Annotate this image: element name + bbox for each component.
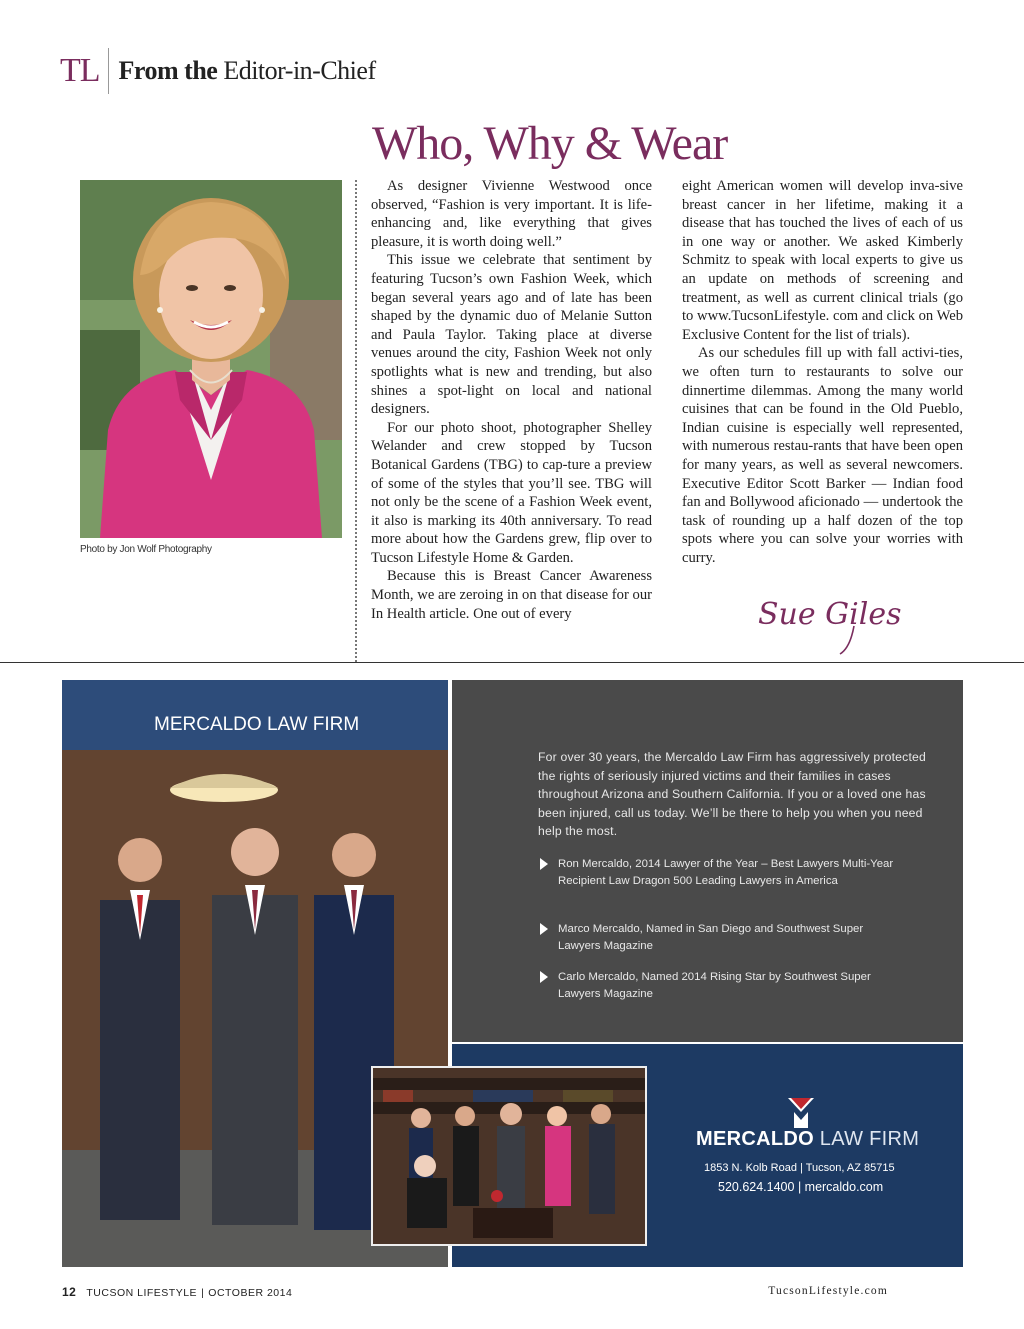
group-photo [371,1066,647,1246]
paragraph-5: eight American women will develop inva-sive breast cancer in her lifetime, making it a disease that has touched the lives of each of us in one way or another. We asked Kimberly Schmitz to speak with local experts to give us an update on methods of screening and treatment, as well as current clinical trials (go to www.TucsonLifestyle. com and click on Web Exclusive Content for the list of trials). [682,178,963,343]
footer-separator: | [201,1287,205,1299]
masthead [60,48,376,94]
award-bullet [540,921,900,955]
paragraph-4: Because this is Breast Cancer Awareness Month, we are zeroing in on that disease for our In Health article. One out of every [371,568,652,622]
bullet-arrow-icon [540,923,548,935]
firm-name-bold: MERCALDO [696,1128,814,1150]
firm-name [696,1128,919,1151]
award-text: Ron Mercaldo, 2014 Lawyer of the Year – Best Lawyers Multi-Year Recipient Law Dragon 500 Leading Lawyers in America [558,858,894,887]
article-column-2 [682,177,963,567]
editor-portrait [80,180,342,538]
bullet-arrow-icon [540,858,548,870]
issue-date: OCTOBER 2014 [208,1287,293,1299]
award-text: Marco Mercaldo, Named in San Diego and Southwest Super Lawyers Magazine [558,923,864,952]
paragraph-3: For our photo shoot, photographer Shelley Welander and crew stopped by Tucson Botanical Gardens (TBG) to cap-ture a preview of some of the styles that you’ll see. TBG will not only be the scene of a Fashion Week event, it also is marking its 40th anniversary. To read more about how the Gardens grew, flip over to Tucson Lifestyle Home & Garden. [371,419,652,566]
firm-name-light: LAW FIRM [813,1128,920,1150]
section-title-rest: Editor-in-Chief [217,56,376,85]
award-bullet [540,856,900,890]
photo-credit: Photo by Jon Wolf Photography [80,544,212,555]
group-photo-illustration [373,1068,645,1244]
signature-graphic [758,588,918,658]
ad-intro-text: For over 30 years, the Mercaldo Law Firm has aggressively protected the rights of seriously injured victims and their families in cases throughout Arizona and Southern California. If you or a loved one has been injured, call us today. We’ll be there to help you when you need help the most. [538,750,926,839]
footer-website: TucsonLifestyle.com [768,1285,888,1297]
paragraph-6: As our schedules fill up with fall activi-ties, we often turn to restaurants to solve our dinnertime dilemmas. Among the many world cuisines that can be found in the Old Pueblo, Indian cuisine is especially well represented, with numerous restau-rants that have been open for many years, as well as several newcomers. Executive Editor Scott Barker — Indian food fan and Bollywood aficionado — undertook the task of rounding up a half dozen of the top spots where you can solve your worries with curry. [682,345,963,566]
award-text: Carlo Mercaldo, Named 2014 Rising Star by Southwest Super Lawyers Magazine [558,971,871,1000]
tl-logo: TL [60,48,109,94]
footer-folio [62,1285,292,1299]
section-title-bold: From the [118,56,218,85]
section-rule [0,662,1024,663]
office-sign-text: MERCALDO LAW FIRM [154,714,360,735]
bullet-arrow-icon [540,971,548,983]
section-title [109,56,376,86]
editor-signature [758,588,918,658]
firm-contact: 520.624.1400 | mercaldo.com [718,1180,884,1194]
editor-portrait-illustration [80,180,342,538]
firm-logo-icon [788,1098,814,1128]
page-number: 12 [62,1285,77,1299]
firm-address: 1853 N. Kolb Road | Tucson, AZ 85715 [704,1162,895,1174]
paragraph-1: As designer Vivienne Westwood once observed, “Fashion is very important. It is life-enhancing and, like everything that gives pleasure, it is worth doing well.” [371,178,652,250]
paragraph-2: This issue we celebrate that sentiment by featuring Tucson’s own Fashion Week, which began several years ago and of late has been shaped by the dynamic duo of Melanie Sutton and Paula Taylor. Taking place at diverse venues around the city, Fashion Week not only spotlights what is new and trending, but also shines a spot-light on local and national designers. [371,252,652,418]
column-divider [355,180,357,662]
publication-name: TUCSON LIFESTYLE [86,1287,198,1299]
article-column-1 [371,177,652,623]
article-headline: Who, Why & Wear [372,117,728,170]
signature-text: Sue Giles [758,597,902,632]
award-bullet [540,969,900,1003]
